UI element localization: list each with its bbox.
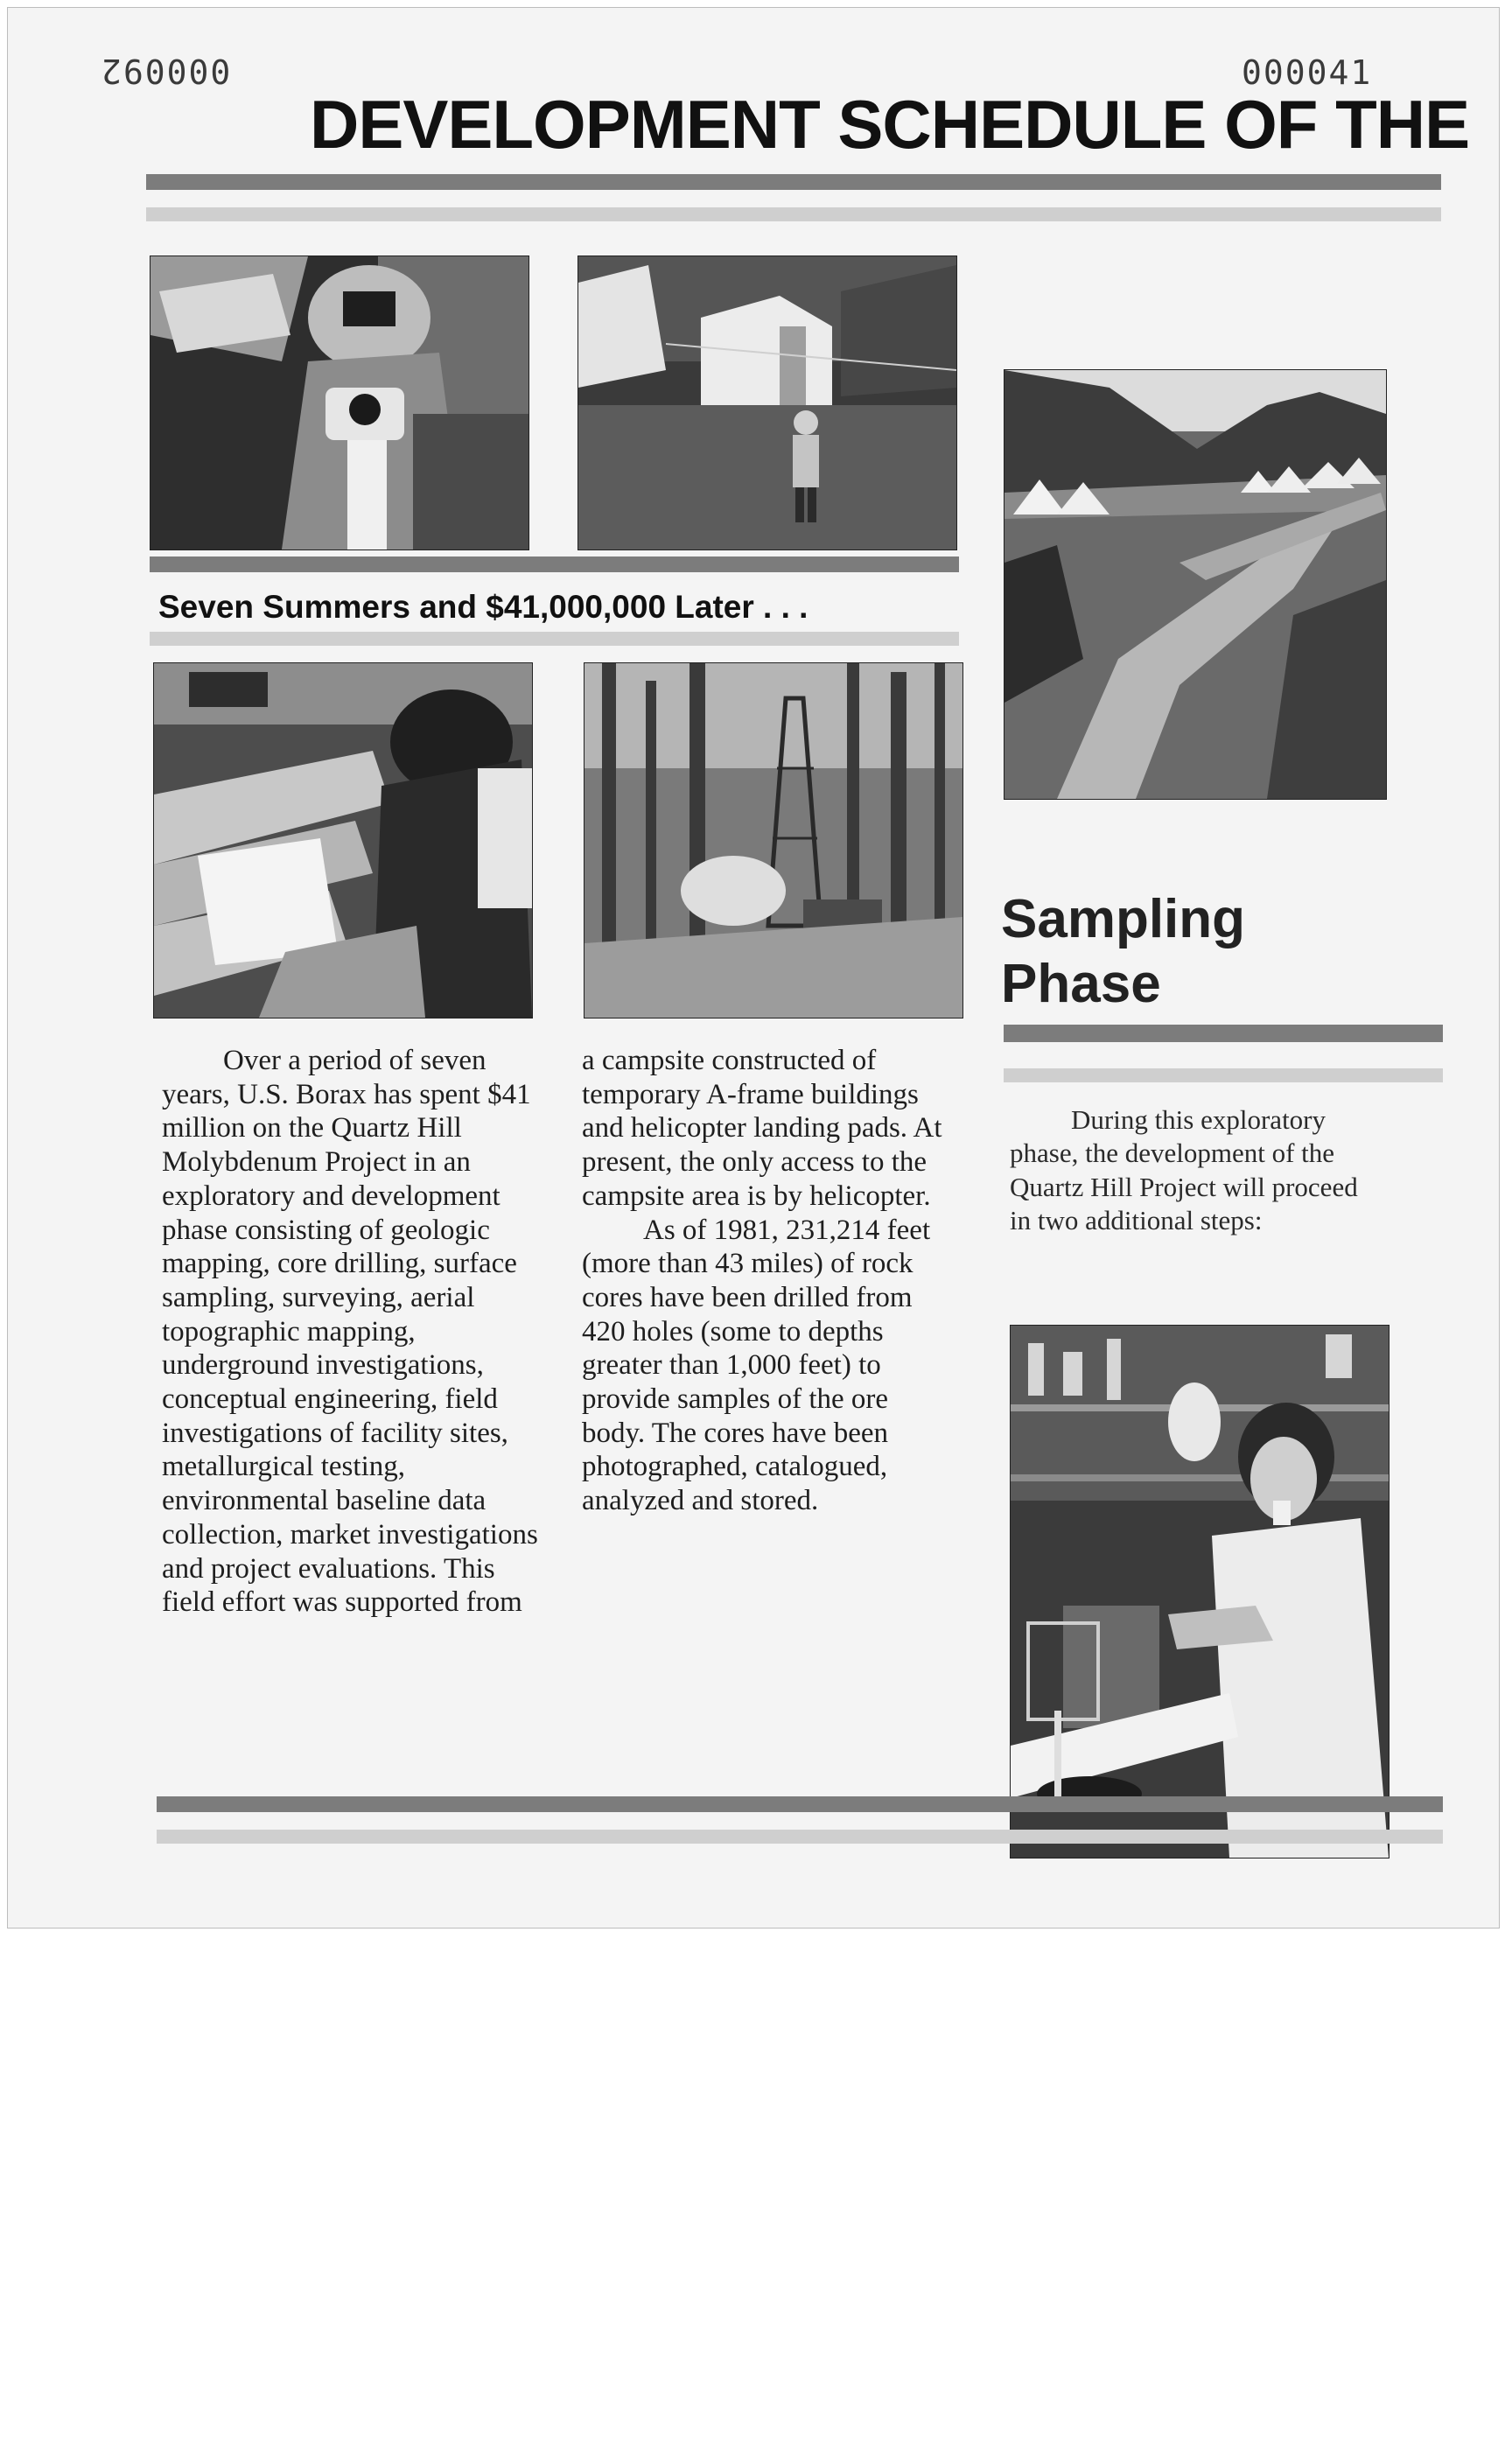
section-rule <box>1004 1025 1443 1042</box>
photo-camp-boardwalk <box>1004 369 1387 800</box>
body-column-1 <box>162 1044 547 1620</box>
header-rule-light <box>146 207 1441 221</box>
column3-paragraph: During this exploratory phase, the development of the Quartz Hill Project will proceed in two additional steps: <box>1010 1104 1358 1236</box>
footer-rule <box>157 1796 1443 1812</box>
subhead-rule-light <box>150 632 959 646</box>
column2-paragraph-2: As of 1981, 231,214 feet (more than 43 miles) of rock cores have been drilled from 420 holes (some to depths greater than 1,000 feet) to provide samples of the ore body. The cores have been photographed, catalogued, analyzed and stored. <box>582 1214 931 1517</box>
body-column-3 <box>1010 1103 1382 1238</box>
photo-camp-tents <box>578 256 957 550</box>
section-title-line1: Sampling <box>1001 889 1246 949</box>
page-headline: DEVELOPMENT SCHEDULE OF THE <box>310 86 1470 163</box>
body-column-2 <box>582 1044 958 1518</box>
section-title-line2: Phase <box>1001 954 1161 1014</box>
photo-row-rule <box>150 556 959 572</box>
footer-rule-light <box>157 1830 1443 1844</box>
photo-geologist-microscope <box>150 256 529 550</box>
photo-core-logging <box>153 662 533 1018</box>
column1-paragraph: Over a period of seven years, U.S. Borax has spent $41 million on the Quartz Hill Molybdenum Project in an exploratory and development phase consisting of geologic mapping, core drilling, surface sampling, surveying, aerial topographic mapping, underground investigations, conceptual engineering, field investigations of facility sites, metallurgical testing, environmental baseline data collection, market investigations and project evaluations. This field effort was supported from <box>162 1045 538 1619</box>
section-rule-light <box>1004 1068 1443 1082</box>
column2-paragraph-1: a campsite constructed of temporary A-frame buildings and helicopter landing pads. At present, the only access to the campsite area is by helicopter. <box>582 1045 942 1212</box>
section-title <box>1001 887 1245 1017</box>
page-stamp-right: 000041 <box>1242 53 1373 92</box>
page-stamp-left: 000092 <box>100 52 231 90</box>
document-page <box>7 7 1500 1928</box>
photo-drill-rig-forest <box>584 662 963 1018</box>
header-rule <box>146 174 1441 190</box>
photo-lab-technician <box>1010 1325 1390 1858</box>
photo-subhead: Seven Summers and $41,000,000 Later . . . <box>158 589 808 625</box>
